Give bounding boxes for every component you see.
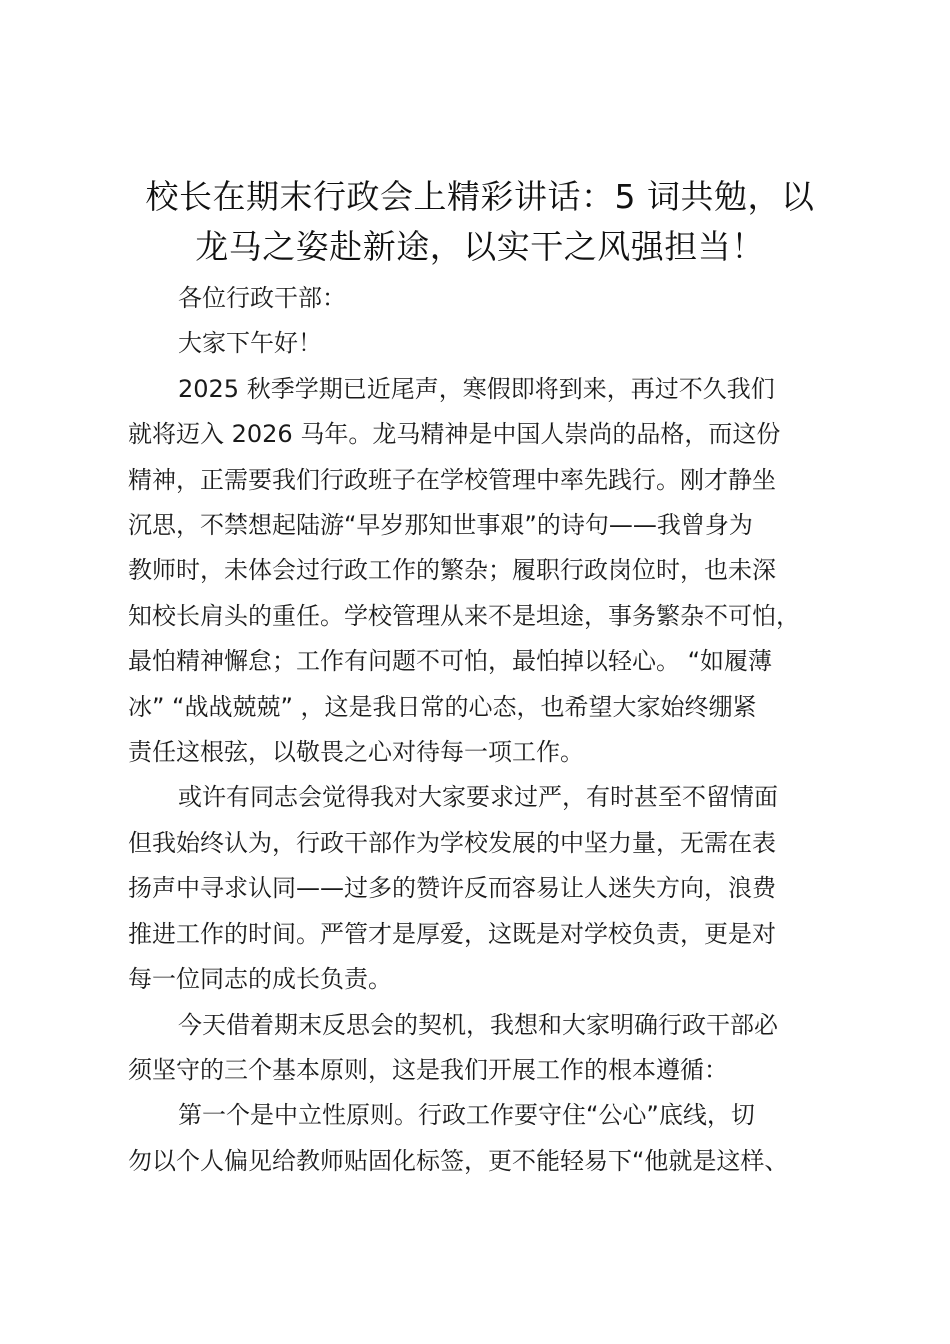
text-line: 2025 秋季学期已近尾声，寒假即将到来，再过不久我们 bbox=[178, 374, 775, 403]
greeting bbox=[128, 321, 843, 366]
text-line: 精神，正需要我们行政班子在学校管理中率先践行。刚才静坐 bbox=[128, 465, 776, 494]
text-line: 每一位同志的成长负责。 bbox=[128, 965, 392, 994]
paragraph-1 bbox=[128, 367, 843, 776]
text-line: 今天借着期末反思会的契机，我想和大家明确行政干部必 bbox=[178, 1010, 778, 1039]
text-line: 知校长肩头的重任。学校管理从来不是坦途，事务繁杂不可怕， bbox=[128, 601, 800, 630]
text-line: 勿以个人偏见给教师贴固化标签，更不能轻易下“他就是这样、 bbox=[128, 1146, 789, 1175]
paragraph-4 bbox=[128, 1093, 843, 1184]
text-line: 须坚守的三个基本原则，这是我们开展工作的根本遵循： bbox=[128, 1055, 728, 1084]
text-line: 推进工作的时间。严管才是厚爱，这既是对学校负责，更是对 bbox=[128, 919, 776, 948]
text-line: 就将迈入 2026 马年。龙马精神是中国人崇尚的品格，而这份 bbox=[128, 420, 781, 449]
title-line-1: 校长在期末行政会上精彩讲话：5 词共勉，以 bbox=[145, 177, 815, 216]
title-line-2: 龙马之姿赴新途，以实干之风强担当！ bbox=[195, 227, 765, 266]
document-title bbox=[110, 172, 850, 272]
salutation bbox=[128, 276, 843, 321]
text-line: 扬声中寻求认同——过多的赞许反而容易让人迷失方向，浪费 bbox=[128, 874, 776, 903]
text-line: 各位行政干部： bbox=[178, 284, 346, 312]
text-line: 第一个是中立性原则。行政工作要守住“公心”底线，切 bbox=[178, 1101, 755, 1130]
text-line: 但我始终认为，行政干部作为学校发展的中坚力量，无需在表 bbox=[128, 828, 776, 857]
text-line: 沉思，不禁想起陆游“早岁那知世事艰”的诗句——我曾身为 bbox=[128, 511, 753, 540]
text-line: 冰” “战战兢兢” ，这是我日常的心态，也希望大家始终绷紧 bbox=[128, 692, 757, 721]
text-line: 大家下午好！ bbox=[178, 329, 322, 358]
text-line: 最怕精神懈怠；工作有问题不可怕，最怕掉以轻心。 “如履薄 bbox=[128, 647, 773, 676]
text-line: 责任这根弦，以敬畏之心对待每一项工作。 bbox=[128, 738, 584, 767]
text-line: 或许有同志会觉得我对大家要求过严，有时甚至不留情面 bbox=[178, 783, 778, 812]
paragraph-3 bbox=[128, 1003, 843, 1094]
paragraph-2 bbox=[128, 775, 843, 1002]
text-line: 教师时，未体会过行政工作的繁杂；履职行政岗位时，也未深 bbox=[128, 556, 776, 585]
document-body bbox=[128, 276, 843, 1184]
